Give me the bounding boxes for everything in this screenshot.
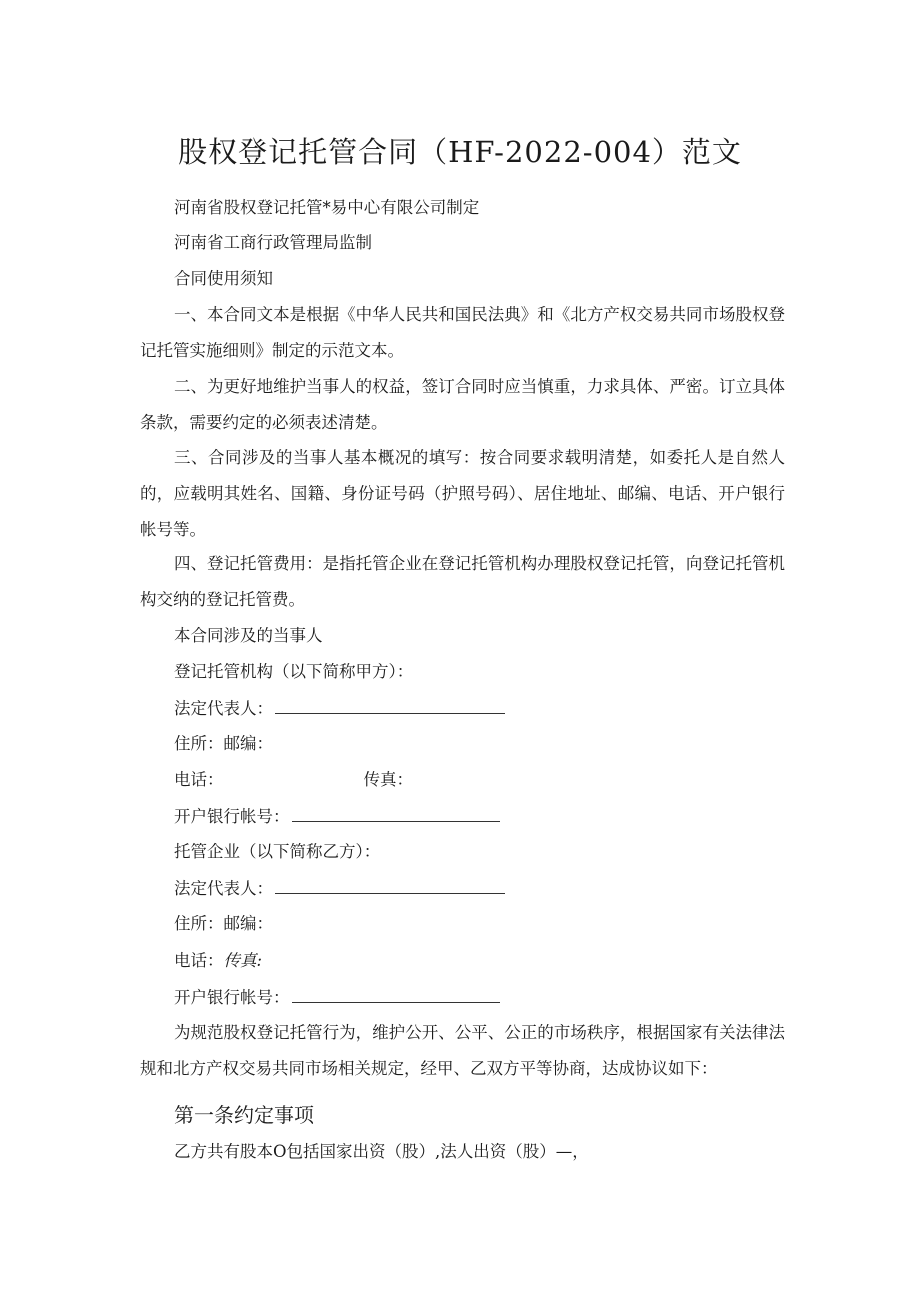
parties-title: 本合同涉及的当事人 (174, 626, 323, 645)
party-a-legal-rep-blank[interactable] (275, 698, 505, 714)
party-a-bank-row (174, 806, 500, 827)
party-b-address: 住所：邮编： (174, 914, 273, 933)
party-b-phone-label: 电话： (174, 951, 224, 970)
party-a-phone-label: 电话： (174, 770, 224, 789)
party-b-bank-label: 开户银行帐号： (174, 988, 290, 1007)
party-b-fax-label: 传真: (223, 951, 263, 970)
party-b-bank-blank[interactable] (292, 987, 500, 1003)
party-a-phone-row (174, 770, 413, 790)
party-a-bank-blank[interactable] (292, 806, 500, 822)
party-b-legal-rep-blank[interactable] (275, 878, 505, 894)
party-b-phone-row (174, 951, 262, 971)
party-b-heading: 托管企业（以下简称乙方）： (174, 842, 381, 861)
party-a-heading: 登记托管机构（以下简称甲方）： (174, 662, 414, 681)
note-3: 三、合同涉及的当事人基本概况的填写：按合同要求载明清楚，如委托人是自然人的，应载明其姓名、国籍、身份证号码（护照号码）、居住地址、邮编、电话、开户银行帐号等。 (140, 448, 785, 539)
party-a-address: 住所：邮编： (174, 734, 273, 753)
party-a-legal-rep-label: 法定代表人： (174, 699, 273, 718)
issuer-line: 河南省股权登记托管*易中心有限公司制定 (174, 198, 480, 217)
party-a-fax-label: 传真： (363, 770, 413, 789)
article-1-heading: 第一条约定事项 (174, 1103, 314, 1127)
note-4: 四、登记托管费用：是指托管企业在登记托管机构办理股权登记托管，向登记托管机构交纳的登记托管费。 (140, 554, 785, 609)
notice-title: 合同使用须知 (174, 269, 273, 288)
article-1-text: 乙方共有股本O包括国家出资（股）,法人出资（股）—， (174, 1142, 589, 1161)
document-title: 股权登记托管合同（HF-2022-004）范文 (178, 135, 742, 169)
note-1: 一、本合同文本是根据《中华人民共和国民法典》和《北方产权交易共同市场股权登记托管实施细则》制定的示范文本。 (140, 305, 785, 360)
preamble: 为规范股权登记托管行为，维护公开、公平、公正的市场秩序，根据国家有关法律法规和北方产权交易共同市场相关规定，经甲、乙双方平等协商，达成协议如下： (140, 1023, 785, 1078)
party-a-legal-rep-row (174, 698, 505, 719)
note-2: 二、为更好地维护当事人的权益，签订合同时应当慎重，力求具体、严密。订立具体条款，需要约定的必须表述清楚。 (140, 377, 785, 432)
party-b-legal-rep-label: 法定代表人： (174, 879, 273, 898)
party-b-legal-rep-row (174, 878, 505, 899)
party-a-bank-label: 开户银行帐号： (174, 807, 290, 826)
party-b-bank-row (174, 987, 500, 1008)
supervisor-line: 河南省工商行政管理局监制 (174, 233, 372, 252)
